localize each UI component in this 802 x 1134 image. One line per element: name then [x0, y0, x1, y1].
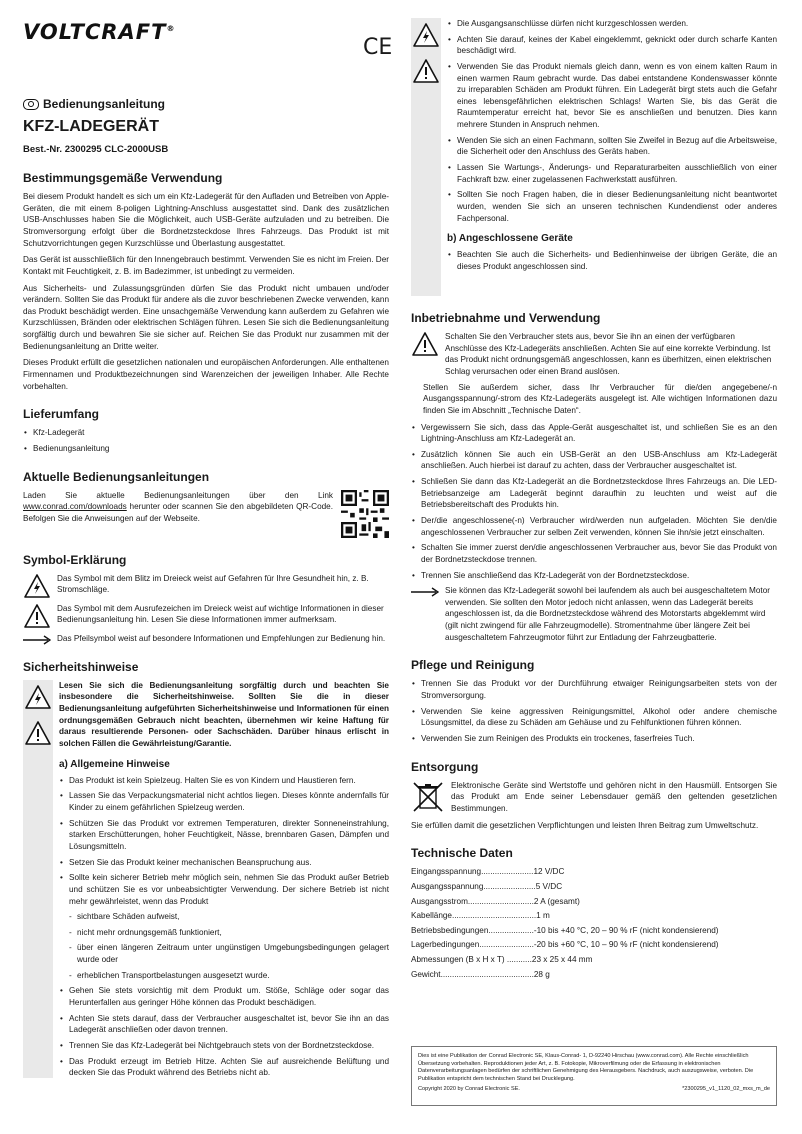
disposal-heading: Entsorgung	[411, 759, 479, 774]
list-item: • Sollte kein sicherer Betrieb mehr möglich sein, nehmen Sie das Produkt außer Betrieb und schützen Sie es vor unbeabsichtigter Verwendung. Der sichere Betrieb ist nicht mehr gewährleistet, wenn das Produkt	[59, 872, 389, 907]
order-number: Best.-Nr. 2300295 CLC-2000USB	[23, 143, 169, 155]
symbols-heading: Symbol-Erklärung	[23, 552, 127, 567]
safety-body	[59, 680, 389, 1083]
crossed-out-bin-icon	[411, 780, 445, 814]
imprint-text: Dies ist eine Publikation der Conrad Electronic SE, Klaus-Conrad- 1, D-92240 Hirschau (www.conrad.com). Alle Rechte einschließlich Übersetzung vorbehalten. Reproduktionen jeder Art, z. B. Fotokopie, Mikroverfilmung oder die Erfassung in elektronischen Datenverarbeitungsanlagen bedürfen der schriftlichen Genehmigung des Herausgebers. Nachdruck, auch auszugsweise, verboten. Die Publikation entspricht dem technischen Stand bei Drucklegung.	[418, 1053, 754, 1082]
warning-sidebar	[411, 18, 441, 296]
paragraph: Das Gerät ist ausschließlich für den Innengebrauch bestimmt. Verwenden Sie es nicht im Freien. Der Kontakt mit Feuchtigkeit, z. B. im Badezimmer, ist unbedingt zu vermeiden.	[23, 255, 389, 276]
connected-heading: b) Angeschlossene Geräte	[447, 233, 573, 245]
connected-list	[447, 249, 777, 272]
arrow-right-icon	[23, 635, 51, 645]
lightning-triangle-icon	[24, 684, 52, 710]
symbol-row	[23, 573, 389, 599]
paragraph: Stellen Sie außerdem sicher, dass Ihr Verbraucher für die/den angegebene/-n Ausgangsspannung/-strom des Kfz-Ladegeräts ausgelegt ist. Alle wichtigen Informationen dazu finden Sie im Abschnitt „Technische Daten“.	[423, 382, 777, 415]
exclamation-triangle-icon	[24, 720, 52, 746]
disposal-text-2: Sie erfüllen damit die gesetzlichen Verpflichtungen und leisten Ihren Beitrag zum Umweltschutz.	[411, 820, 759, 830]
lightning-triangle-icon	[412, 22, 440, 48]
manuals-heading: Aktuelle Bedienungsanleitungen	[23, 469, 210, 484]
arrow-right-icon	[411, 587, 439, 597]
list-item: • Verwenden Sie keine aggressiven Reinigungsmittel, Alkohol oder andere chemische Lösungsmittel, da diese zu Schäden am Gehäuse und zu Fehlfunktionen führen können.	[411, 706, 777, 729]
left-column	[23, 18, 393, 1083]
list-item: • Trennen Sie das Kfz-Ladegerät bei Nichtgebrauch stets von der Bordnetzsteckdose.	[59, 1040, 389, 1052]
list-item: • Das Produkt ist kein Spielzeug. Halten Sie es von Kindern und Haustieren fern.	[59, 775, 389, 787]
exclamation-triangle-icon	[23, 603, 51, 629]
intended-use-heading: Bestimmungsgemäße Verwendung	[23, 171, 223, 186]
startup-warning	[411, 331, 777, 378]
safety-block	[23, 680, 389, 1083]
tech-row: Kabellänge..................................... 1 m	[411, 911, 550, 921]
tech-row: Lagerbedingungen........................ -20 bis +60 °C, 10 – 90 % rF (nicht kondensierend)	[411, 940, 719, 950]
list-item: • Trennen Sie anschließend das Kfz-Ladegerät von der Bordnetzsteckdose.	[411, 570, 777, 582]
manuals-block	[23, 490, 389, 538]
list-item: • Schließen Sie dann das Kfz-Ladegerät an die Bordnetzsteckdose Ihres Fahrzeugs an. Die LED-Betriebsanzeige am Ladegerät beginnt daraufhin zu leuchten und weist auf die Betriebsbereitschaft des Produkts hin.	[411, 476, 777, 511]
lightning-triangle-icon	[23, 573, 51, 599]
tech-row: Eingangsspannung....................... 12 V/DC	[411, 867, 565, 877]
exclamation-triangle-icon	[411, 331, 439, 357]
startup-steps	[411, 422, 777, 582]
condition-list	[59, 911, 389, 981]
publisher-footer	[411, 1046, 777, 1106]
right-column	[411, 18, 777, 983]
tech-row: Ausgangsstrom............................. 2 A (gesamt)	[411, 896, 580, 906]
list-item: - über einen längeren Zeitraum unter ungünstigen Umgebungsbedingungen gelagert wurde oder	[67, 942, 389, 965]
copyright: Copyright 2020 by Conrad Electronic SE.	[418, 1086, 520, 1093]
disposal-text: Elektronische Geräte sind Wertstoffe und gehören nicht in den Hausmüll. Entsorgen Sie das Produkt am Ende seiner Lebensdauer gemäß den geltenden gesetzlichen Bestimmungen.	[451, 780, 777, 813]
list-item: - erheblichen Transportbelastungen ausgesetzt wurde.	[67, 970, 389, 982]
safety-body	[447, 18, 777, 296]
paragraph: Aus Sicherheits- und Zulassungsgründen dürfen Sie das Produkt nicht umbauen und/oder verändern. Sollten Sie das Produkt für andere als die zuvor beschriebenen Zwecke verwenden, kann das Produkt beschädigt werden. Eine unsachgemäße Verwendung kann außerdem zu Gefahren wie Kurzschlüssen, Bränden oder elektrischen Schlägen führen. Lesen Sie sich die Bedienungsanleitung sorgfältig durch und bewahren Sie sie sicher auf. Reichen Sie das Produkt nur zusammen mit der Bedienungsanleitung an Dritte weiter.	[23, 283, 389, 351]
tech-row: Gewicht......................................... 28 g	[411, 969, 550, 979]
general-list-3	[447, 18, 777, 224]
list-item: • Vergewissern Sie sich, dass das Apple-Gerät ausgeschaltet ist, und schließen Sie es an den Lightning-Anschluss am Kfz-Ladegerät an.	[411, 422, 777, 445]
symbol-text: Das Symbol mit dem Blitz im Dreieck weist auf Gefahren für Ihre Gesundheit hin, z. B. Stromschläge.	[57, 573, 369, 595]
disposal-block	[411, 780, 777, 820]
tech-row: Ausgangsspannung....................... 5 V/DC	[411, 881, 563, 891]
list-item: • Schützen Sie das Produkt vor extremen Temperaturen, direkter Sonneneinstrahlung, starken Erschütterungen, hoher Feuchtigkeit, Nässe, brennbaren Gasen, Dämpfen und Lösungsmitteln.	[59, 818, 389, 853]
list-item: • Achten Sie darauf, keines der Kabel eingeklemmt, geknickt oder durch scharfe Kanten beschädigt wird.	[447, 34, 777, 57]
symbol-text: Das Pfeilsymbol weist auf besondere Informationen und Empfehlungen zur Bedienung hin.	[57, 633, 386, 643]
list-item: • Lassen Sie Wartungs-, Änderungs- und Reparaturarbeiten ausschließlich von einer Fachkraft bzw. einer zugelassenen Fachwerkstatt ausführen.	[447, 162, 777, 185]
list-item: • Verwenden Sie zum Reinigen des Produkts ein trockenes, faserfreies Tuch.	[411, 733, 777, 745]
delivery-heading: Lieferumfang	[23, 407, 100, 422]
paragraph: Laden Sie aktuelle Bedienungsanleitungen über den Link www.conrad.com/downloads herunter oder scannen Sie den abgebildeten QR-Code. Befolgen Sie die Anweisungen auf der Webseite.	[23, 490, 334, 523]
warning-text: Schalten Sie den Verbraucher stets aus, bevor Sie ihn an einen der verfügbaren Anschlüsse des Kfz-Ladegeräts anschließen. Achten Sie auf eine korrekte Verbindung. Ist das Produkt nicht ordnungsgemäß angeschlossen, kann es überhitzen, einen elektrischen Schlag verursachen oder einen Brand auslösen.	[445, 332, 772, 376]
general-list	[59, 775, 389, 907]
list-item: • Setzen Sie das Produkt keiner mechanischen Beanspruchung aus.	[59, 857, 389, 869]
downloads-link[interactable]: www.conrad.com/downloads	[23, 502, 127, 512]
tech-row: Abmessungen (B x H x T) ........... 23 x 25 x 44 mm	[411, 955, 593, 965]
list-item: • Trennen Sie das Produkt vor der Durchführung etwaiger Reinigungsarbeiten stets von der Stromversorgung.	[411, 678, 777, 701]
list-item: • Das Produkt erzeugt im Betrieb Hitze. Achten Sie auf ausreichende Belüftung und decken Sie das Produkt während des Betriebs nicht ab.	[59, 1056, 389, 1079]
ce-mark: CE	[363, 35, 393, 60]
list-item: • Achten Sie stets darauf, dass der Verbraucher ausgeschaltet ist, bevor Sie ihn an das Ladegerät anschließen oder davon trennen.	[59, 1013, 389, 1036]
symbol-row	[23, 603, 389, 629]
list-item: • Sollten Sie noch Fragen haben, die in dieser Bedienungsanleitung nicht beantwortet wurden, wenden Sie sich an unseren technischen Kundendienst oder anderes Fachpersonal.	[447, 189, 777, 224]
doc-code: *2300295_v1_1120_02_mxs_m_de	[682, 1086, 770, 1093]
list-item: • Lassen Sie das Verpackungsmaterial nicht achtlos liegen. Dieses könnte andernfalls für Kinder zu einem gefährlichen Spielzeug werden.	[59, 790, 389, 813]
qr-code-icon	[341, 490, 389, 538]
warning-sidebar	[23, 680, 53, 1078]
manual-icon	[23, 99, 39, 110]
list-item: • Wenden Sie sich an einen Fachmann, sollten Sie Zweifel in Bezug auf die Arbeitsweise, die Sicherheit oder den Anschluss des Geräts haben.	[447, 135, 777, 158]
tech-heading: Technische Daten	[411, 846, 513, 861]
paragraph: Dieses Produkt erfüllt die gesetzlichen nationalen und europäischen Anforderungen. Alle enthaltenen Firmennamen und Produktbezeichnungen sind Warenzeichen der jeweiligen Inhaber. Alle Rechte vorbehalten.	[23, 358, 389, 391]
symbol-row	[23, 633, 389, 645]
brand-logo: VOLTCRAFT®	[23, 20, 176, 44]
general-list-2	[59, 985, 389, 1078]
list-item: • Die Ausgangsanschlüsse dürfen nicht kurzgeschlossen werden.	[447, 18, 777, 30]
symbol-text: Das Symbol mit dem Ausrufezeichen im Dreieck weist auf wichtige Informationen in dieser Bedienungsanleitung hin. Lesen Sie diese Informationen immer aufmerksam.	[57, 603, 384, 625]
doc-type: Bedienungsanleitung	[23, 96, 389, 113]
list-item: - nicht mehr ordnungsgemäß funktioniert,	[67, 927, 389, 939]
tech-row: Betriebsbedingungen.................... -10 bis +40 °C, 20 – 90 % rF (nicht kondensierend)	[411, 925, 719, 935]
startup-heading: Inbetriebnahme und Verwendung	[411, 311, 601, 325]
safety-heading: Sicherheitshinweise	[23, 659, 139, 674]
page-title: KFZ-LADEGERÄT	[23, 117, 159, 135]
list-item: • Verwenden Sie das Produkt niemals gleich dann, wenn es von einem kalten Raum in einen warmen Raum gebracht wurde. Das dabei entstandene Kondenswasser könnte zu irreparablen Schäden am Produkt führen. Ein Ladegerät birgt stets auch die Gefahr eines lebensgefährlichen elektrischen Schlags! Warten Sie, bis das Gerät die Raumtemperatur erreicht hat, bevor Sie es anschließen und benutzen. Dies kann mehrere Stunden in Anspruch nehmen.	[447, 61, 777, 131]
paragraph: Bei diesem Produkt handelt es sich um ein Kfz-Ladegerät für den Aufladen und Betreiben von Apple-Geräten, die mit einem 8-poligen Lightning-Anschluss ausgestattet sind. Dank des zusätzlichen USB-Anschlusses haben Sie die Möglichkeit, auch USB-Geräte aufzuladen und zu betreiben. Die Stromversorgung erfolgt über die Bordnetzsteckdose Ihres Fahrzeugs. Das Produkt ist mit Schutzvorrichtungen gegen Kurzschlüsse und Überlastung ausgestattet.	[23, 192, 389, 248]
list-item: • Beachten Sie auch die Sicherheits- und Bedienhinweise der übrigen Geräte, die an dieses Produkt angeschlossen sind.	[447, 249, 777, 272]
care-heading: Pflege und Reinigung	[411, 658, 535, 673]
list-item: - sichtbare Schäden aufweist,	[67, 911, 389, 923]
list-item: • Zusätzlich können Sie auch ein USB-Gerät an den USB-Anschluss am Kfz-Ladegerät anschließen. Auch hierbei ist darauf zu achten, dass der Verbraucher ausgeschaltet ist.	[411, 449, 777, 472]
list-item: • Kfz-Ladegerät	[23, 427, 389, 439]
safety-intro: Lesen Sie sich die Bedienungsanleitung sorgfältig durch und beachten Sie insbesondere die Sicherheitshinweise. Sollten Sie die in dieser Bedienungsanleitung aufgeführten Sicherheitshinweise und Informationen für einen ordnungsgemäßen Gebrauch nicht beachten, übernehmen wir keine Haftung für daraus resultierende Personen- oder Sachschäden. Darüber hinaus erlischt in solchen Fällen die Gewährleistung/Garantie.	[59, 680, 389, 748]
care-list	[411, 678, 777, 744]
delivery-list	[23, 427, 389, 454]
list-item: • Gehen Sie stets vorsichtig mit dem Produkt um. Stöße, Schläge oder sogar das Herunterfallen aus geringer Höhe können das Produkt beschädigen.	[59, 985, 389, 1008]
tip-row	[411, 585, 777, 643]
list-item: • Schalten Sie immer zuerst den/die angeschlossenen Verbraucher aus, bevor Sie das Produkt von der Bordnetzsteckdose trennen.	[411, 542, 777, 565]
tech-table	[411, 866, 777, 980]
list-item: • Der/die angeschlossene(-n) Verbraucher wird/werden nun aufgeladen. Möchten Sie den/die angeschlossenen Verbraucher zur selben Zeit verwenden, können Sie ihn/sie jetzt einschalten.	[411, 515, 777, 538]
tip-text: Sie können das Kfz-Ladegerät sowohl bei laufendem als auch bei ausgeschaltetem Motor verwenden. Sie sollten den Motor jedoch nicht anlassen, wenn das Ladegerät bereits angeschlossen ist, da die Bordnetzsteckdose während des Motorstarts abgeklemmt wird (gilt nicht zwingend für alle Fahrzeugmodelle). Stromentnahme über längere Zeit bei ausgeschaltetem Fahrzeugmotor führt zur Entladung der Fahrzeugbatterie.	[445, 586, 770, 642]
safety-continued	[411, 18, 777, 296]
general-heading: a) Allgemeine Hinweise	[59, 758, 170, 770]
list-item: • Bedienungsanleitung	[23, 443, 389, 455]
exclamation-triangle-icon	[412, 58, 440, 84]
